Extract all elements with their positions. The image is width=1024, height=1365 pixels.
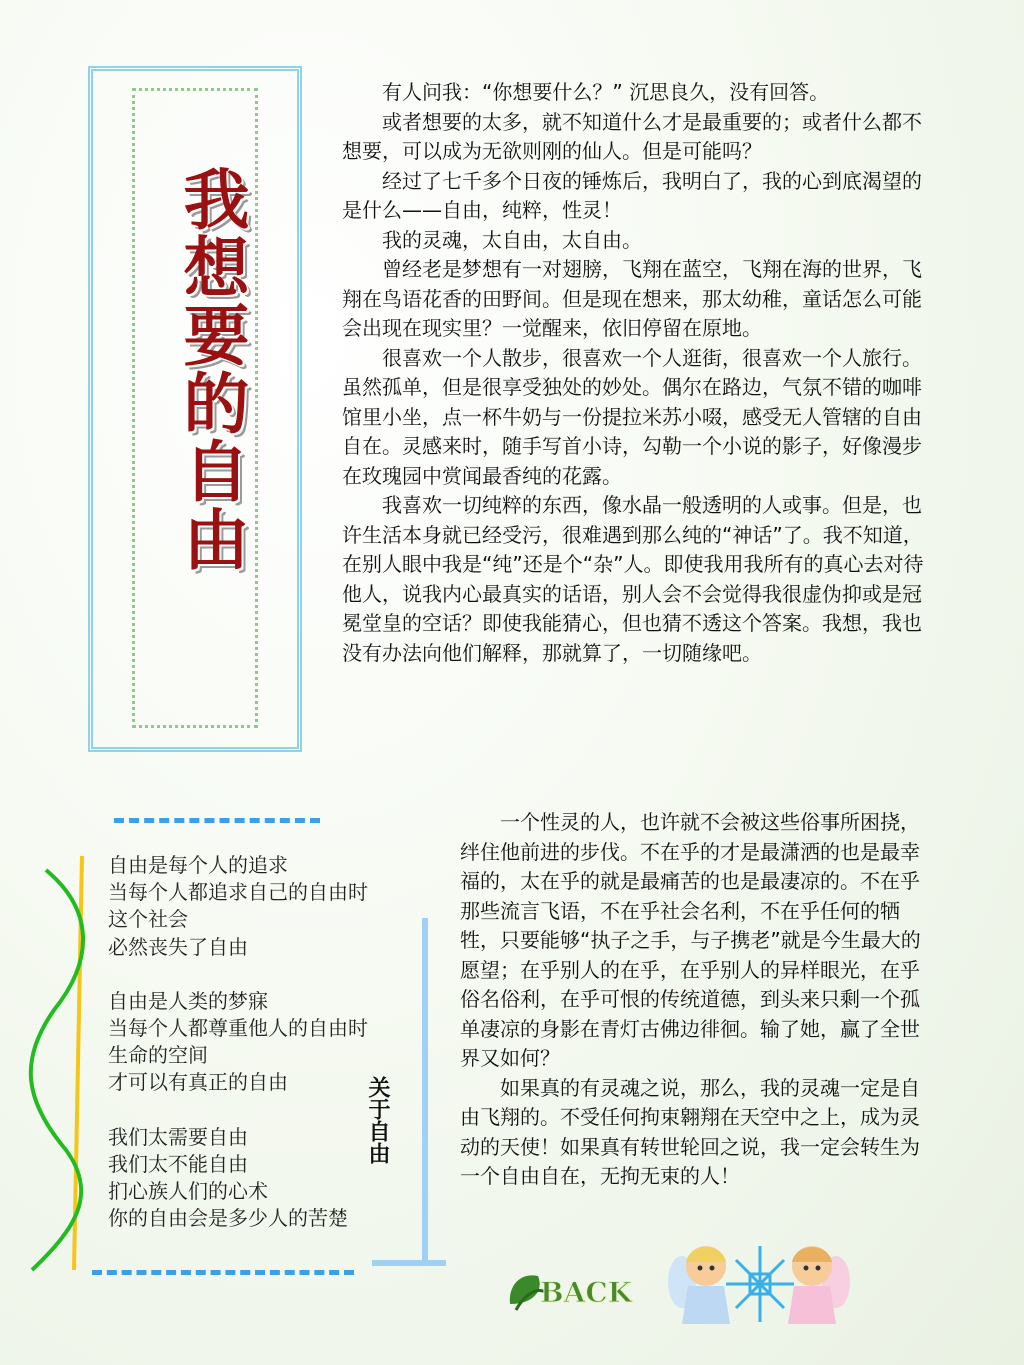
poem-line: 必然丧失了自由 (108, 934, 248, 959)
back-button[interactable] (504, 1264, 634, 1314)
poem-line: 你的自由会是多少人的苦楚 (108, 1206, 348, 1231)
poem-line: 我们太需要自由 (108, 1124, 248, 1149)
paragraph: 一个性灵的人，也许就不会被这些俗事所困挠，绊住他前进的步伐。不在乎的才是最潇洒的也是最幸福的，太在乎的就是最痛苦的也是最凄凉的。不在乎那些流言飞语，不在乎社会名利，不在乎任何的牺牲，只要能够“执子之手，与子携老”就是今生最大的愿望；在乎别人的在乎，在乎别人的异样眼光，在乎俗名俗利，在乎可恨的传统道德，到头来只剩一个孤单凄凉的身影在青灯古佛边徘徊。输了她，赢了全世界又如何？ (460, 810, 921, 1070)
paragraph: 很喜欢一个人散步，很喜欢一个人逛街，很喜欢一个人旅行。虽然孤单，但是很享受独处的妙处。偶尔在路边，气氛不错的咖啡馆里小坐，点一杯牛奶与一份提拉米苏小啜，感受无人管辖的自由自在。灵感来时，随手写首小诗，勾勒一个小说的影子，好像漫步在玫瑰园中赏闻最香纯的花露。 (342, 345, 922, 488)
poem-stanza (108, 852, 408, 961)
divider-dashed-bottom (92, 1270, 354, 1275)
divider-vertical (422, 918, 428, 1262)
poem-line: 生命的空间 (108, 1043, 208, 1068)
poem-line: 当每个人都尊重他人的自由时 (108, 1016, 368, 1041)
poem-title: 关于自由 (365, 1076, 390, 1164)
paragraph: 我的灵魂，太自由，太自由。 (382, 227, 642, 252)
wavy-line-decoration (24, 850, 94, 1280)
poem-line: 扪心族人们的心术 (108, 1179, 268, 1204)
poem-line: 才可以有真正的自由 (108, 1070, 288, 1095)
side-article (460, 808, 922, 1192)
poem (108, 852, 408, 1259)
angel-girls-snowflake-icon (660, 1232, 860, 1332)
paragraph: 曾经老是梦想有一对翅膀，飞翔在蓝空，飞翔在海的世界，飞翔在鸟语花香的田野间。但是现在想来，那太幼稚，童话怎么可能会出现在现实里？一觉醒来，依旧停留在原地。 (342, 257, 922, 340)
poem-line: 当每个人都追求自己的自由时 (108, 880, 368, 905)
poem-line: 我们太不能自由 (108, 1151, 248, 1176)
angel-left-icon (668, 1246, 730, 1324)
paragraph: 如果真的有灵魂之说，那么，我的灵魂一定是自由飞翔的。不受任何拘束翱翔在天空中之上，成为灵动的天使！如果真有转世轮回之说，我一定会转生为一个自由自在，无拘无束的人！ (460, 1075, 920, 1188)
divider-horizontal (372, 1260, 446, 1266)
snowflake-icon (726, 1246, 794, 1322)
paragraph: 经过了七千多个日夜的锤炼后，我明白了，我的心到底渴望的是什么——自由，纯粹，性灵！ (342, 168, 922, 222)
page-title: 我想要的自由 (172, 165, 249, 573)
paragraph: 有人问我：“你想要什么？” 沉思良久，没有回答。 (382, 80, 830, 104)
angel-right-icon (788, 1246, 850, 1324)
poem-line: 自由是人类的梦寐 (108, 988, 268, 1013)
paragraph: 或者想要的太多，就不知道什么才是最重要的；或者什么都不想要，可以成为无欲则刚的仙人。但是可能吗？ (342, 109, 922, 163)
divider-dashed-top (114, 818, 320, 823)
poem-line: 这个社会 (108, 907, 188, 932)
main-article (342, 78, 932, 668)
poem-line: 自由是每个人的追求 (108, 853, 288, 877)
back-button-label: BACK (540, 1276, 633, 1309)
paragraph: 我喜欢一切纯粹的东西，像水晶一般透明的人或事。但是，也许生活本身就已经受污，很难遇到那么纯的“神话”了。我不知道，在别人眼中我是“纯”还是个“杂”人。即使我用我所有的真心去对待他人，说我内心最真实的话语，别人会不会觉得我很虚伪抑或是冠冕堂皇的空话？即使我能猜心，但也猜不透这个答案。我想，我也没有办法向他们解释，那就算了，一切随缘吧。 (342, 493, 924, 665)
